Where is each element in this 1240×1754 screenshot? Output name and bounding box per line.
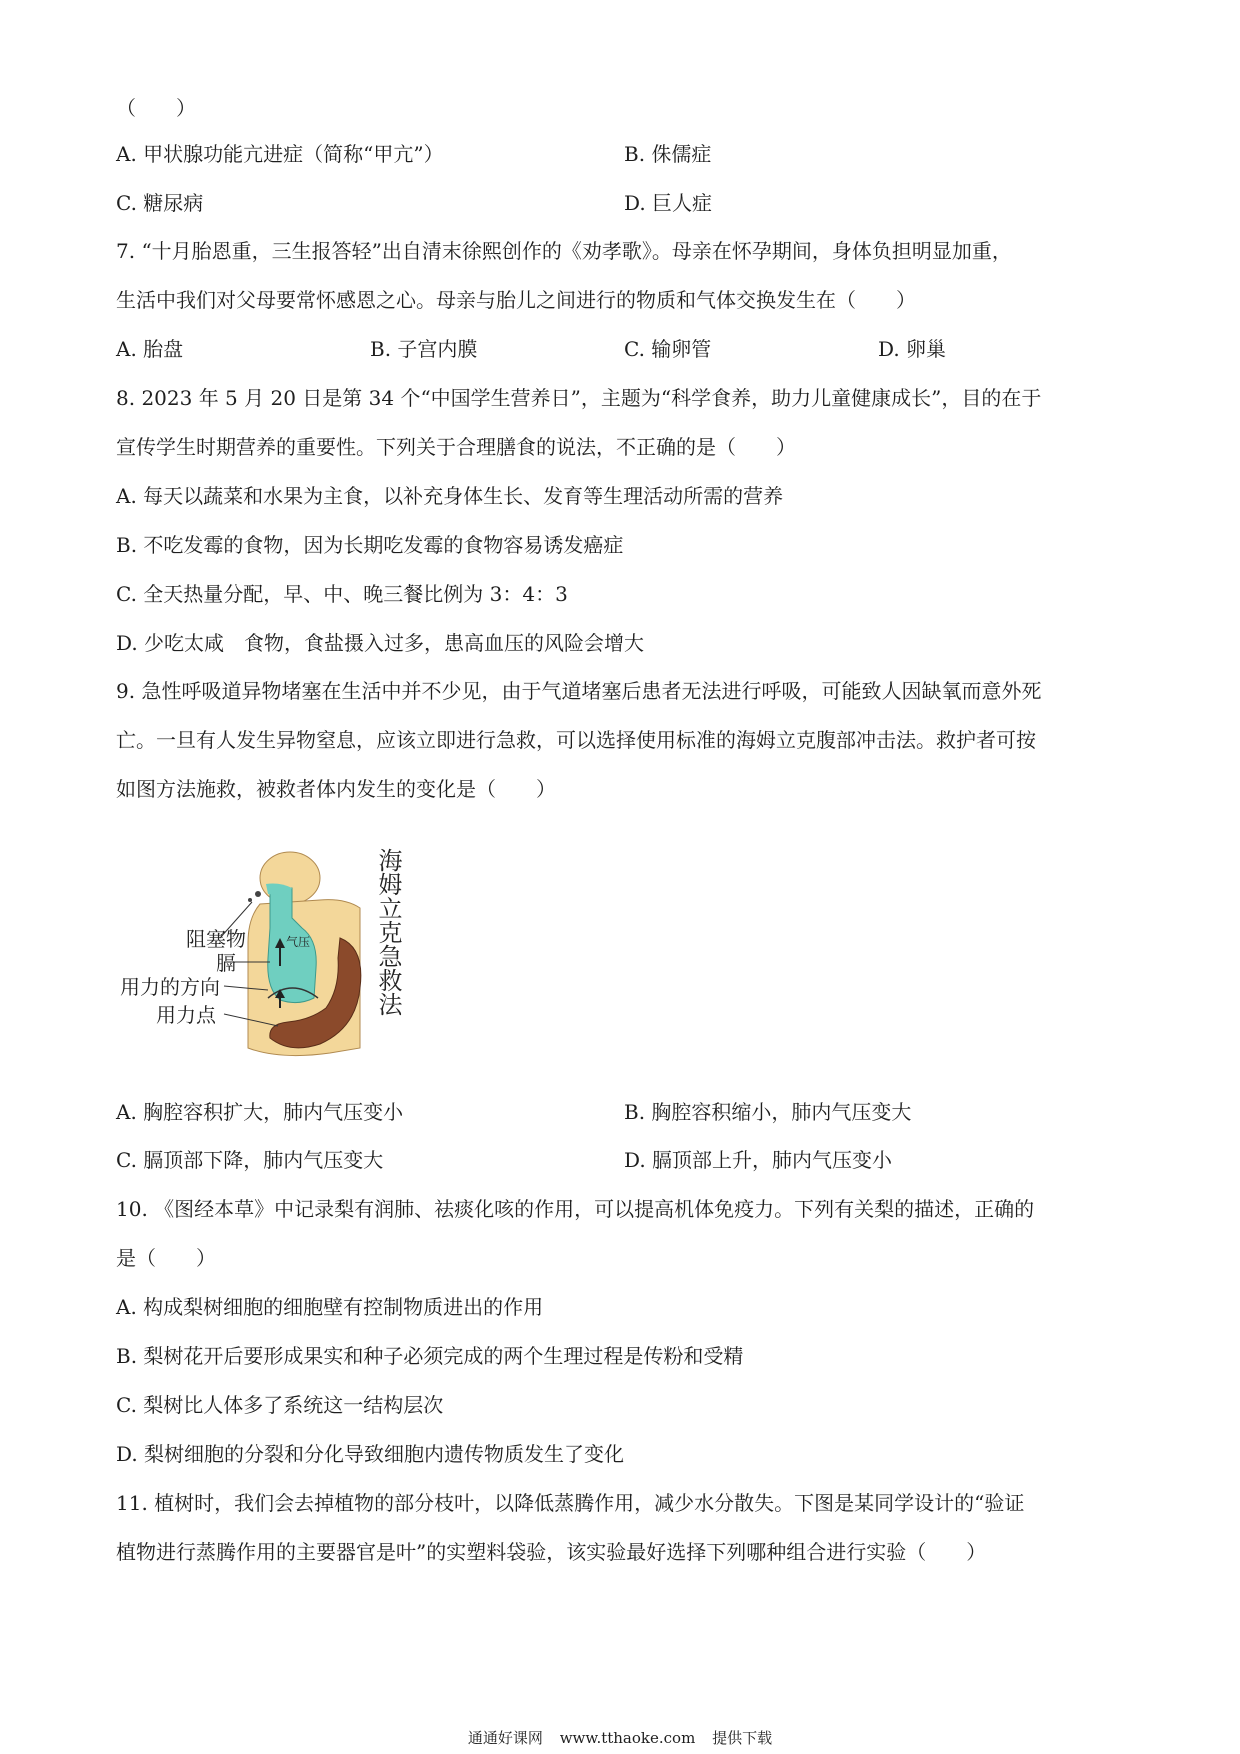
q6-option-d: D. 巨人症	[624, 191, 713, 215]
q10-option-b: B. 梨树花开后要形成果实和种子必须完成的两个生理过程是传粉和受精	[116, 1344, 744, 1368]
q11-stem-line2: 植物进行蒸腾作用的主要器官是叶”的实塑料袋验，该实验最好选择下列哪种组合进行实验（ ）	[116, 1540, 987, 1564]
footer-suffix: 提供下载	[712, 1729, 773, 1747]
label-diaphragm: 膈	[216, 951, 236, 975]
q9-option-c: C. 膈顶部下降，肺内气压变大	[116, 1148, 384, 1172]
footer-url[interactable]: www.tthaoke.com	[559, 1729, 696, 1747]
heimlich-figure	[120, 848, 420, 1068]
q9-option-d: D. 膈顶部上升，肺内气压变小	[624, 1148, 893, 1172]
q7-stem-line1: 7. “十月胎恩重，三生报答轻”出自清末徐熙创作的《劝孝歌》。母亲在怀孕期间，身体负担明显加重，	[116, 239, 1012, 263]
q7-option-d: D. 卵巢	[878, 337, 947, 361]
figure-title-vertical: 海姆立克急救法	[374, 848, 402, 1016]
label-obstruction: 阻塞物	[186, 927, 246, 951]
q10-option-c: C. 梨树比人体多了系统这一结构层次	[116, 1393, 444, 1417]
q6-option-c: C. 糖尿病	[116, 191, 204, 215]
q6-option-a: A. 甲状腺功能亢进症（简称“甲亢”）	[116, 142, 444, 166]
q8-option-b: B. 不吃发霉的食物，因为长期吃发霉的食物容易诱发癌症	[116, 533, 624, 557]
q11-stem-line1: 11. 植树时，我们会去掉植物的部分枝叶，以降低蒸腾作用，减少水分散失。下图是某同学设计的“验证	[116, 1491, 1025, 1515]
q8-stem-line2: 宣传学生时期营养的重要性。下列关于合理膳食的说法，不正确的是（ ）	[116, 435, 796, 459]
obstruction-dot	[248, 898, 252, 902]
q7-option-b: B. 子宫内膜	[370, 337, 478, 361]
q8-option-d: D. 少吃太咸 食物，食盐摄入过多，患高血压的风险会增大	[116, 631, 645, 655]
label-air-pressure: 气压	[286, 935, 311, 949]
q9-stem-line3: 如图方法施救，被救者体内发生的变化是（ ）	[116, 777, 556, 801]
page-footer	[0, 1727, 1240, 1749]
obstruction-dot	[255, 891, 261, 897]
q8-stem-line1: 8. 2023 年 5 月 20 日是第 34 个“中国学生营养日”，主题为“科学食养，助力儿童健康成长”，目的在于	[116, 386, 1042, 410]
q6-stem-tail: （ ）	[116, 96, 196, 120]
q9-option-b: B. 胸腔容积缩小，肺内气压变大	[624, 1100, 912, 1124]
footer-site-name: 通通好课网	[467, 1729, 543, 1747]
q7-option-c: C. 输卵管	[624, 337, 712, 361]
label-force-direction: 用力的方向	[120, 975, 220, 999]
q10-option-a: A. 构成梨树细胞的细胞壁有控制物质进出的作用	[116, 1295, 544, 1319]
q6-option-b: B. 侏儒症	[624, 142, 712, 166]
q10-option-d: D. 梨树细胞的分裂和分化导致细胞内遗传物质发生了变化	[116, 1442, 625, 1466]
q8-option-c: C. 全天热量分配，早、中、晚三餐比例为 3：4：3	[116, 582, 568, 606]
q9-stem-line2: 亡。一旦有人发生异物窒息，应该立即进行急救，可以选择使用标准的海姆立克腹部冲击法。救护者可按	[116, 728, 1036, 752]
q9-option-a: A. 胸腔容积扩大，肺内气压变小	[116, 1100, 404, 1124]
q7-stem-line2: 生活中我们对父母要常怀感恩之心。母亲与胎儿之间进行的物质和气体交换发生在（ ）	[116, 288, 916, 312]
q10-stem-line1: 10. 《图经本草》中记录梨有润肺、祛痰化咳的作用，可以提高机体免疫力。下列有关梨的描述，正确的	[116, 1197, 1035, 1221]
q10-stem-line2: 是（ ）	[116, 1246, 216, 1270]
q8-option-a: A. 每天以蔬菜和水果为主食，以补充身体生长、发育等生理活动所需的营养	[116, 484, 784, 508]
q9-stem-line1: 9. 急性呼吸道异物堵塞在生活中并不少见，由于气道堵塞后患者无法进行呼吸，可能致人因缺氧而意外死	[116, 679, 1042, 703]
q7-option-a: A. 胎盘	[116, 337, 184, 361]
label-force-point: 用力点	[156, 1003, 216, 1027]
